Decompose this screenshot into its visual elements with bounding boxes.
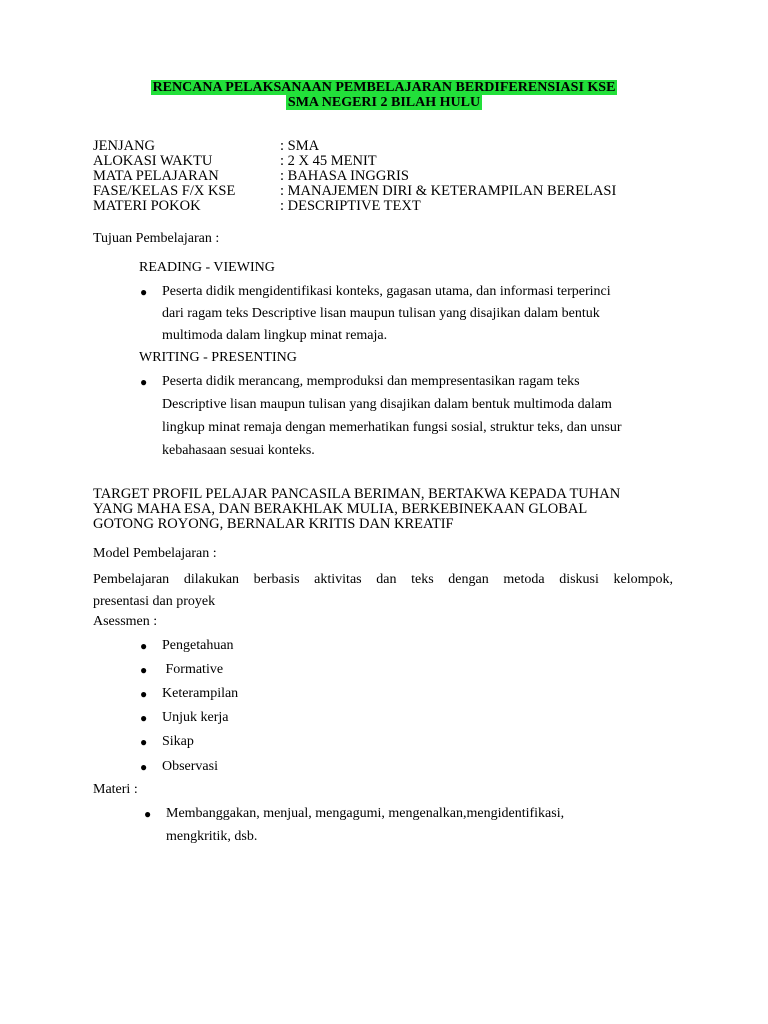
asesmen-item-label: Formative	[162, 662, 224, 677]
writing-objective-line: kebahasaan sesuai konteks.	[162, 443, 315, 458]
target-line: GOTONG ROYONG, BERNALAR KRITIS DAN KREATIF	[93, 516, 454, 532]
reading-objective-line: dari ragam teks Descriptive lisan maupun tulisan yang disajikan dalam bentuk	[162, 306, 600, 321]
bullet-icon: ●	[144, 807, 152, 821]
asesmen-heading: Asessmen :	[93, 614, 158, 629]
asesmen-item-label: Keterampilan	[162, 686, 239, 701]
info-row-jenjang	[93, 139, 616, 154]
materi-line: Membanggakan, menjual, mengagumi, mengenalkan,mengidentifikasi,	[166, 806, 565, 821]
document-title-line-1: RENCANA PELAKSANAAN PEMBELAJARAN BERDIFERENSIASI KSE	[152, 80, 616, 95]
bullet-icon: ●	[140, 663, 148, 677]
info-row-mata-pelajaran	[93, 169, 616, 184]
bullet-icon: ●	[140, 760, 148, 774]
materi-line: mengkritik, dsb.	[166, 829, 258, 844]
info-value: : BAHASA INGGRIS	[280, 168, 409, 184]
writing-objective-line: lingkup minat remaja dengan memerhatikan fungsi sosial, struktur teks, dan unsur	[162, 420, 622, 435]
info-row-fase-kelas	[93, 184, 616, 199]
asesmen-item-label: Sikap	[162, 734, 194, 749]
writing-objective-line: Descriptive lisan maupun tulisan yang disajikan dalam bentuk multimoda dalam	[162, 397, 612, 412]
reading-viewing-heading: READING - VIEWING	[139, 260, 275, 275]
info-label: MATA PELAJARAN	[93, 168, 219, 184]
info-label: FASE/KELAS F/X KSE	[93, 183, 236, 199]
info-row-alokasi-waktu	[93, 154, 616, 169]
model-heading: Model Pembelajaran :	[93, 546, 217, 561]
writing-presenting-heading: WRITING - PRESENTING	[139, 350, 297, 365]
reading-objective-line: Peserta didik mengidentifikasi konteks, gagasan utama, dan informasi terperinci	[162, 284, 611, 299]
bullet-icon: ●	[140, 639, 148, 653]
model-line: presentasi dan proyek	[93, 594, 216, 609]
asesmen-item-label: Observasi	[162, 759, 218, 774]
info-label: JENJANG	[93, 138, 156, 154]
asesmen-item-label: Unjuk kerja	[162, 710, 229, 725]
model-description	[93, 569, 673, 613]
bullet-icon: ●	[140, 375, 148, 389]
info-label: ALOKASI WAKTU	[93, 153, 213, 169]
reading-objective-line: multimoda dalam lingkup minat remaja.	[162, 328, 388, 343]
asesmen-item-label: Pengetahuan	[162, 638, 234, 653]
writing-objective-line: Peserta didik merancang, memproduksi dan mempresentasikan ragam teks	[162, 374, 580, 389]
materi-heading: Materi :	[93, 782, 138, 797]
bullet-icon: ●	[140, 687, 148, 701]
model-line: Pembelajaran dilakukan berbasis aktivitas dan teks dengan metoda diskusi kelompok,	[93, 572, 673, 587]
document-title-line-2: SMA NEGERI 2 BILAH HULU	[287, 95, 481, 110]
target-profil-pelajar	[93, 487, 683, 532]
info-label: MATERI POKOK	[93, 198, 201, 214]
info-value: : DESCRIPTIVE TEXT	[280, 198, 421, 214]
info-value: : 2 X 45 MENIT	[280, 153, 377, 169]
info-value: : SMA	[280, 138, 320, 154]
target-line: YANG MAHA ESA, DAN BERAKHLAK MULIA, BERKEBINEKAAN GLOBAL	[93, 501, 588, 517]
target-line: TARGET PROFIL PELAJAR PANCASILA BERIMAN, BERTAKWA KEPADA TUHAN	[93, 486, 621, 502]
bullet-icon: ●	[140, 711, 148, 725]
info-table	[93, 139, 616, 214]
tujuan-heading: Tujuan Pembelajaran :	[93, 231, 220, 246]
info-value: : MANAJEMEN DIRI & KETERAMPILAN BERELASI	[280, 183, 617, 199]
bullet-icon: ●	[140, 735, 148, 749]
bullet-icon: ●	[140, 285, 148, 299]
info-row-materi-pokok	[93, 199, 616, 214]
